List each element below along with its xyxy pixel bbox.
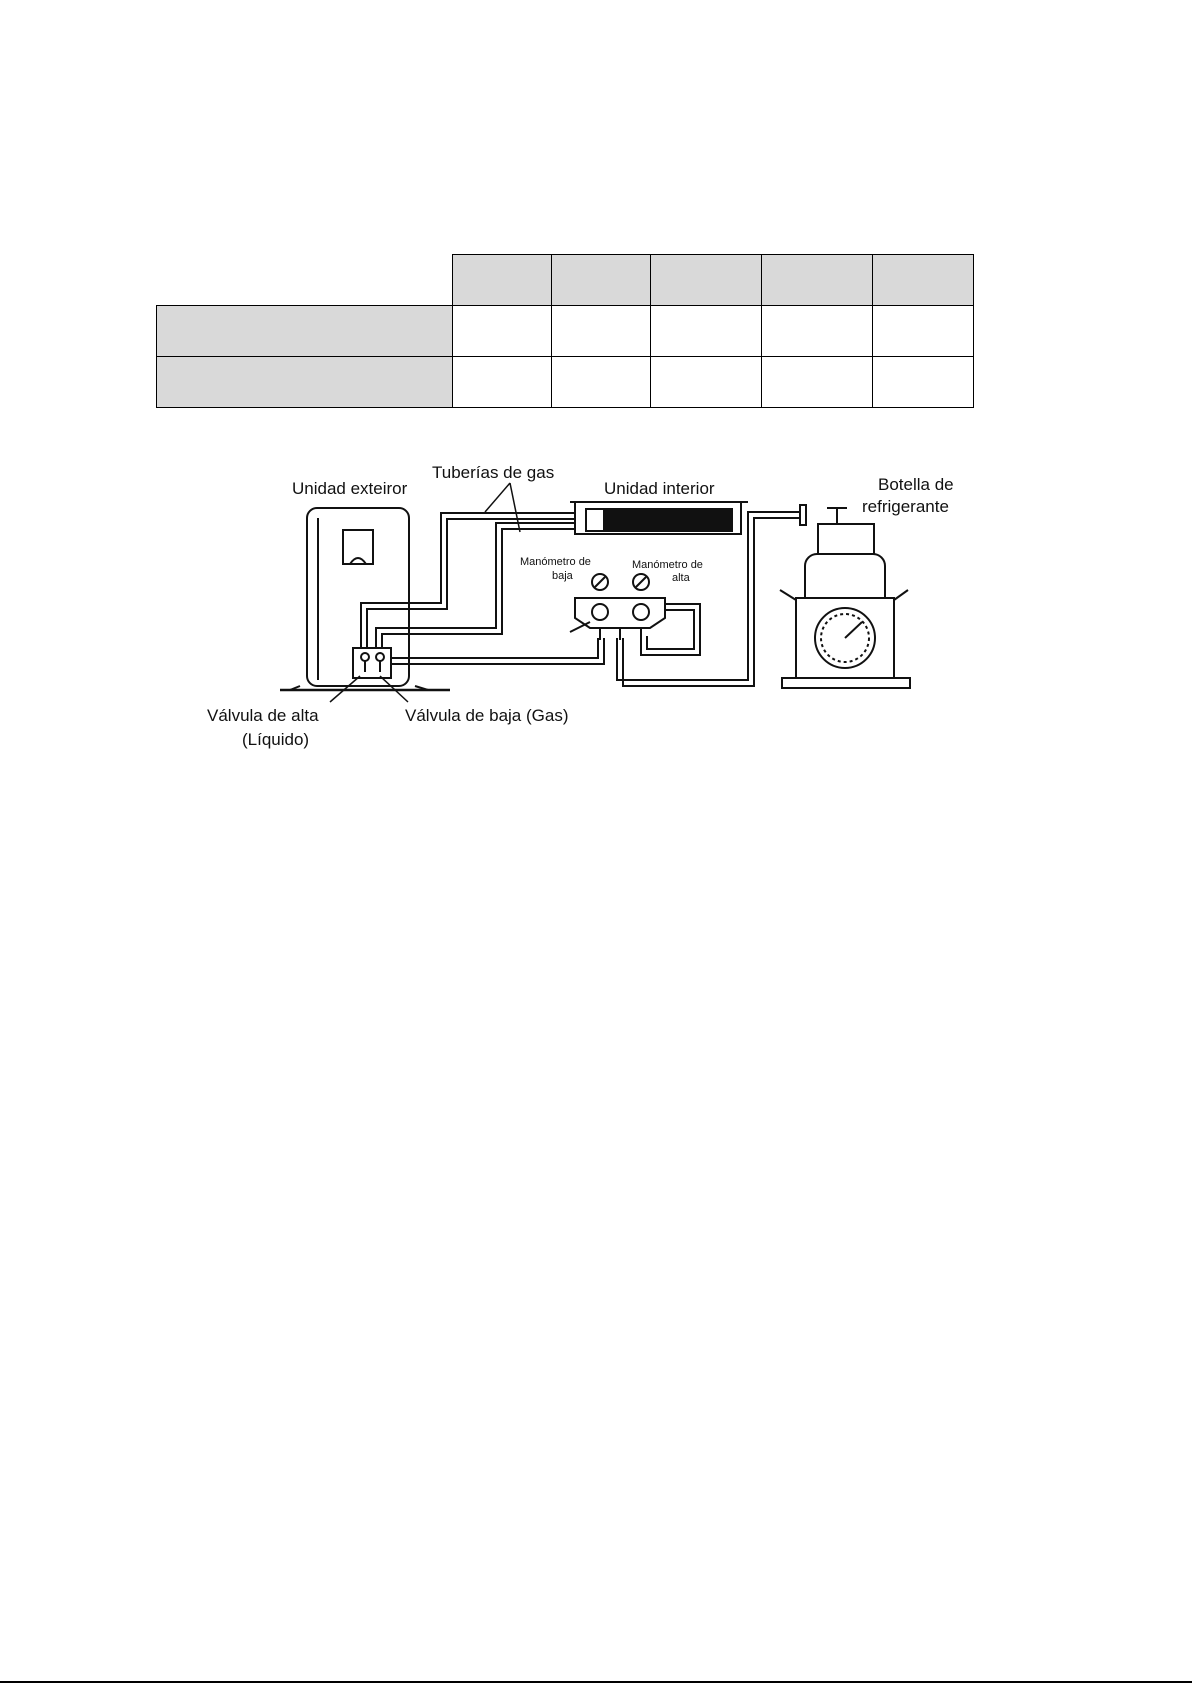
indoor-unit bbox=[570, 502, 748, 534]
label-indoor-unit: Unidad interior bbox=[604, 479, 715, 498]
label-cylinder-line1: Botella de bbox=[878, 475, 954, 494]
label-high-gauge-line1: Manómetro de bbox=[632, 559, 703, 571]
table-cell bbox=[552, 357, 651, 408]
table-header-cell bbox=[651, 255, 762, 306]
table-cell bbox=[762, 306, 873, 357]
table-row-header-cell bbox=[157, 357, 453, 408]
page-bottom-rule bbox=[0, 1681, 1192, 1683]
label-low-valve: Válvula de baja (Gas) bbox=[405, 706, 569, 725]
manifold-gauge-set bbox=[570, 574, 665, 640]
table-cell bbox=[873, 357, 974, 408]
gas-pipes bbox=[361, 513, 580, 648]
label-low-gauge-line2: baja bbox=[552, 570, 573, 582]
specification-table bbox=[156, 254, 974, 408]
label-gas-pipes: Tuberías de gas bbox=[432, 463, 555, 482]
table-cell bbox=[651, 357, 762, 408]
table-header-cell bbox=[873, 255, 974, 306]
label-high-gauge-line2: alta bbox=[672, 572, 690, 584]
table-row bbox=[157, 306, 974, 357]
table-row bbox=[157, 357, 974, 408]
label-low-gauge-line1: Manómetro de bbox=[520, 556, 591, 568]
table-header-cell bbox=[762, 255, 873, 306]
table-corner-cell bbox=[157, 255, 453, 306]
service-valves bbox=[353, 648, 391, 678]
table-cell bbox=[453, 306, 552, 357]
table-cell bbox=[453, 357, 552, 408]
table-cell bbox=[552, 306, 651, 357]
table-cell bbox=[762, 357, 873, 408]
label-high-valve-line1: Válvula de alta bbox=[207, 706, 319, 725]
table-cell bbox=[651, 306, 762, 357]
refrigerant-cylinder bbox=[780, 505, 910, 688]
table-header-cell bbox=[453, 255, 552, 306]
table-row-header-cell bbox=[157, 306, 453, 357]
table-header-row bbox=[157, 255, 974, 306]
refrigerant-charging-diagram bbox=[200, 452, 980, 762]
label-high-valve-line2: (Líquido) bbox=[242, 730, 310, 749]
table-header-cell bbox=[552, 255, 651, 306]
label-cylinder-line2: refrigerante bbox=[862, 497, 949, 516]
label-outdoor-unit: Unidad exteiror bbox=[292, 479, 408, 498]
table-cell bbox=[873, 306, 974, 357]
